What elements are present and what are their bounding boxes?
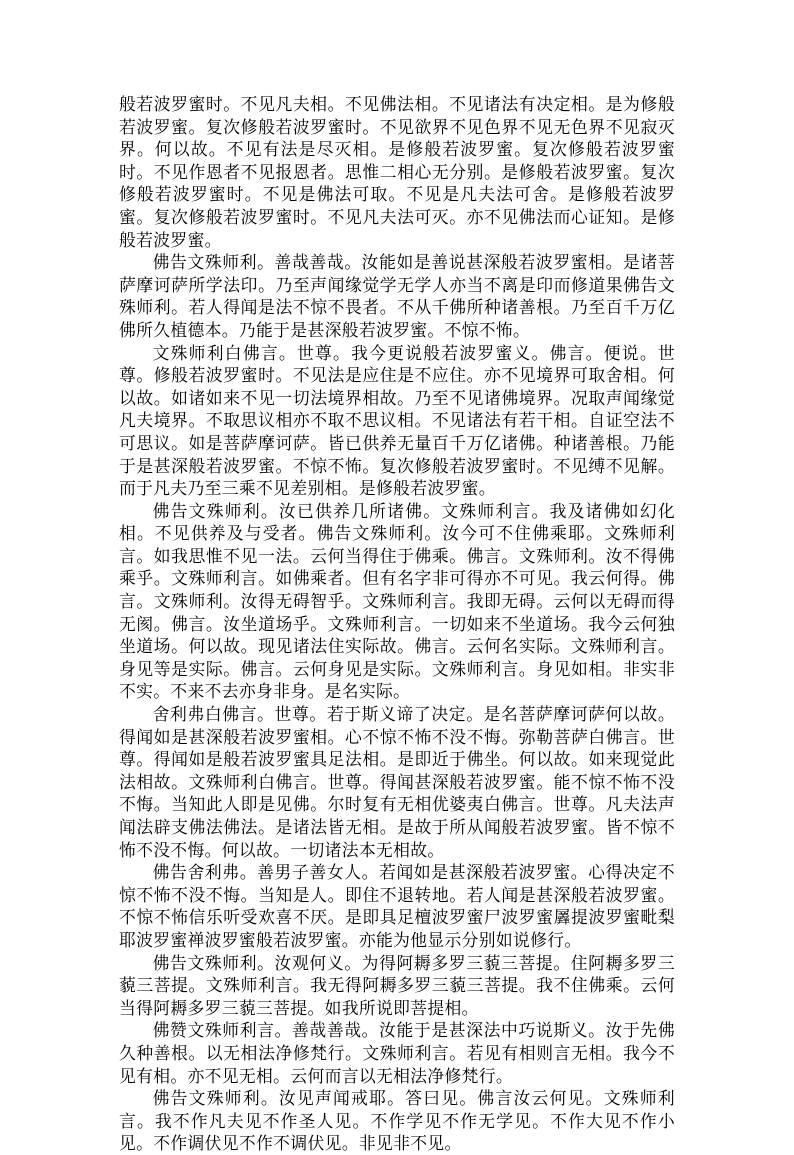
paragraph-6: 佛告舍利弗。善男子善女人。若闻如是甚深般若波罗蜜。心得决定不惊不怖不没不悔。当知是人。即住不退转地。若人闻是甚深般若波罗蜜。不惊不怖信乐听受欢喜不厌。是即具足檀波罗蜜尸波罗蜜羼提波罗蜜毗梨耶波罗蜜禅波罗蜜般若波罗蜜。亦能为他显示分别如说修行。 xyxy=(119,862,675,950)
paragraph-8: 佛赞文殊师利言。善哉善哉。汝能于是甚深法中巧说斯义。汝于先佛久种善根。以无相法净修梵行。文殊师利言。若见有相则言无相。我今不见有相。亦不见无相。云何而言以无相法净修梵行。 xyxy=(119,1020,675,1086)
paragraph-7: 佛告文殊师利。汝观何义。为得阿耨多罗三藐三菩提。住阿耨多罗三藐三菩提。文殊师利言。我无得阿耨多罗三藐三菩提。我不住佛乘。云何当得阿耨多罗三藐三菩提。如我所说即菩提相。 xyxy=(119,952,675,1018)
paragraph-4: 佛告文殊师利。汝已供养几所诸佛。文殊师利言。我及诸佛如幻化相。不见供养及与受者。佛告文殊师利。汝今可不住佛乘耶。文殊师利言。如我思惟不见一法。云何当得住于佛乘。佛言。文殊师利。汝不得佛乘乎。文殊师利言。如佛乘者。但有名字非可得亦不可见。我云何得。佛言。文殊师利。汝得无碍智乎。文殊师利言。我即无碍。云何以无碍而得无阂。佛言。汝坐道场乎。文殊师利言。一切如来不坐道场。我今云何独坐道场。何以故。现见诸法住实际故。佛言。云何名实际。文殊师利言。身见等是实际。佛言。云何身见是实际。文殊师利言。身见如相。非实非不实。不来不去亦身非身。是名实际。 xyxy=(119,500,675,702)
paragraph-3: 文殊师利白佛言。世尊。我今更说般若波罗蜜义。佛言。便说。世尊。修般若波罗蜜时。不见法是应住是不应住。亦不见境界可取舍相。何以故。如诸如来不见一切法境界相故。乃至不见诸佛境界。况取声闻缘觉凡夫境界。不取思议相亦不取不思议相。不见诸法有若干相。自证空法不可思议。如是菩萨摩诃萨。皆已供养无量百千万亿诸佛。种诸善根。乃能于是甚深般若波罗蜜。不惊不怖。复次修般若波罗蜜时。不见缚不见解。而于凡夫乃至三乘不见差别相。是修般若波罗蜜。 xyxy=(119,342,675,499)
paragraph-2: 佛告文殊师利。善哉善哉。汝能如是善说甚深般若波罗蜜相。是诸菩萨摩诃萨所学法印。乃至声闻缘觉学无学人亦当不离是印而修道果佛告文殊师利。若人得闻是法不惊不畏者。不从千佛所种诸善根。乃至百千万亿佛所久植德本。乃能于是甚深般若波罗蜜。不惊不怖。 xyxy=(119,252,675,340)
paragraph-9: 佛告文殊师利。汝见声闻戒耶。答曰见。佛言汝云何见。文殊师利言。我不作凡夫见不作圣人见。不作学见不作无学见。不作大见不作小见。不作调伏见不作不调伏见。非见非不见。 xyxy=(119,1088,675,1154)
document-body xyxy=(119,93,675,1155)
paragraph-1: 般若波罗蜜时。不见凡夫相。不见佛法相。不见诸法有决定相。是为修般若波罗蜜。复次修般若波罗蜜时。不见欲界不见色界不见无色界不见寂灭界。何以故。不见有法是尽灭相。是修般若波罗蜜。复次修般若波罗蜜时。不见作恩者不见报恩者。思惟二相心无分别。是修般若波罗蜜。复次修般若波罗蜜时。不见是佛法可取。不见是凡夫法可舍。是修般若波罗蜜。复次修般若波罗蜜时。不见凡夫法可灭。亦不见佛法而心证知。是修般若波罗蜜。 xyxy=(119,94,675,250)
paragraph-5: 舍利弗白佛言。世尊。若于斯义谛了决定。是名菩萨摩诃萨何以故。得闻如是甚深般若波罗蜜相。心不惊不怖不没不悔。弥勒菩萨白佛言。世尊。得闻如是般若波罗蜜具足法相。是即近于佛坐。何以故。如来现觉此法相故。文殊师利白佛言。世尊。得闻甚深般若波罗蜜。能不惊不怖不没不悔。当知此人即是见佛。尔时复有无相优婆夷白佛言。世尊。凡夫法声闻法辟支佛法佛法。是诸法皆无相。是故于所从闻般若波罗蜜。皆不惊不怖不没不悔。何以故。一切诸法本无相故。 xyxy=(119,704,675,860)
